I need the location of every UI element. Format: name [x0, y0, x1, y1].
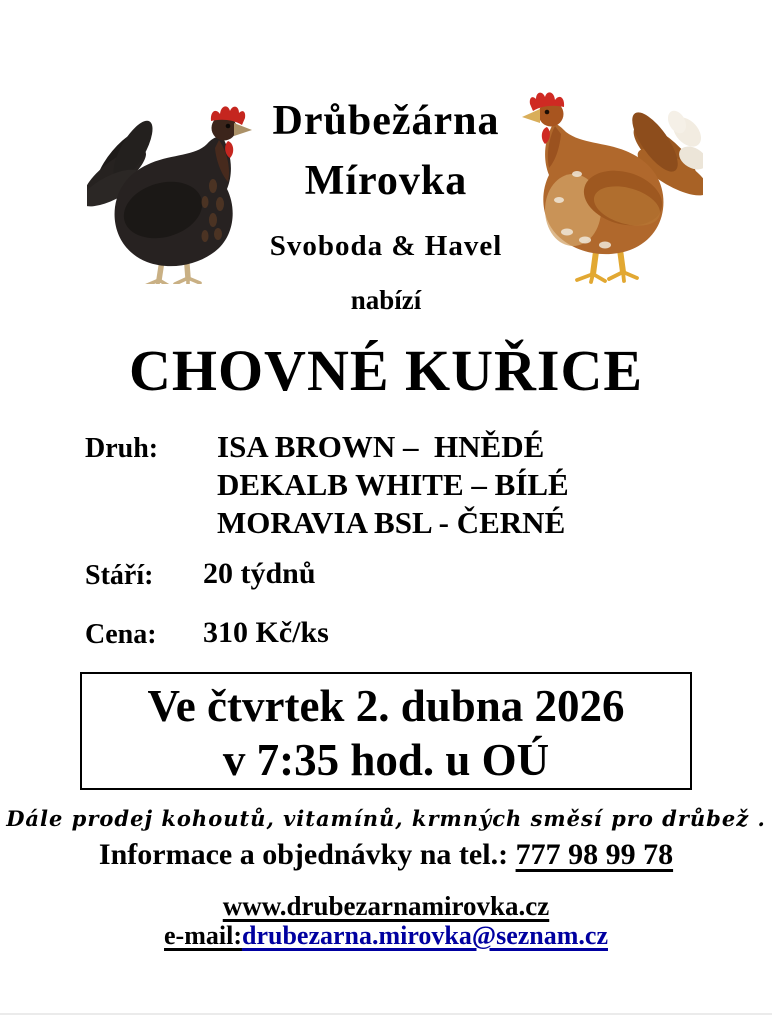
breed-item: DEKALB WHITE – BÍLÉ: [217, 467, 569, 502]
farm-name-line1: Drůbežárna: [272, 98, 500, 144]
website-link[interactable]: www.drubezarnamirovka.cz: [222, 891, 550, 921]
breed-list: [217, 428, 569, 542]
offers-word: nabízí: [350, 285, 422, 315]
price-label: Cena:: [85, 619, 157, 650]
price-value: 310 Kč/ks: [203, 616, 329, 649]
event-date-box: [80, 672, 692, 790]
breed-label: Druh:: [85, 433, 159, 464]
main-title: CHOVNÉ KUŘICE: [128, 338, 644, 403]
email-line: [0, 921, 772, 951]
event-date-line: Ve čtvrtek 2. dubna 2026: [147, 681, 625, 731]
breed-item: MORAVIA BSL - ČERNÉ: [217, 505, 566, 540]
phone-number: 777 98 99 78: [515, 838, 674, 871]
extra-products-note: Dále prodej kohoutů, vitamínů, krmných směsí pro drůbež .: [6, 806, 766, 831]
age-value: 20 týdnů: [203, 557, 316, 590]
owners-names: Svoboda & Havel: [269, 230, 503, 262]
website-line: [0, 891, 772, 922]
contact-info-line: [0, 838, 772, 872]
event-time-line: v 7:35 hod. u OÚ: [222, 735, 550, 785]
breed-item: ISA BROWN – HNĚDÉ: [217, 429, 545, 464]
age-label: Stáří:: [85, 560, 154, 591]
email-link[interactable]: drubezarna.mirovka@seznam.cz: [241, 921, 608, 950]
farm-name-line2: Mírovka: [304, 158, 468, 204]
email-label: e-mail:: [164, 921, 242, 950]
contact-info-text: Informace a objednávky na tel.:: [98, 838, 516, 871]
page-bottom-edge: [0, 1013, 772, 1015]
